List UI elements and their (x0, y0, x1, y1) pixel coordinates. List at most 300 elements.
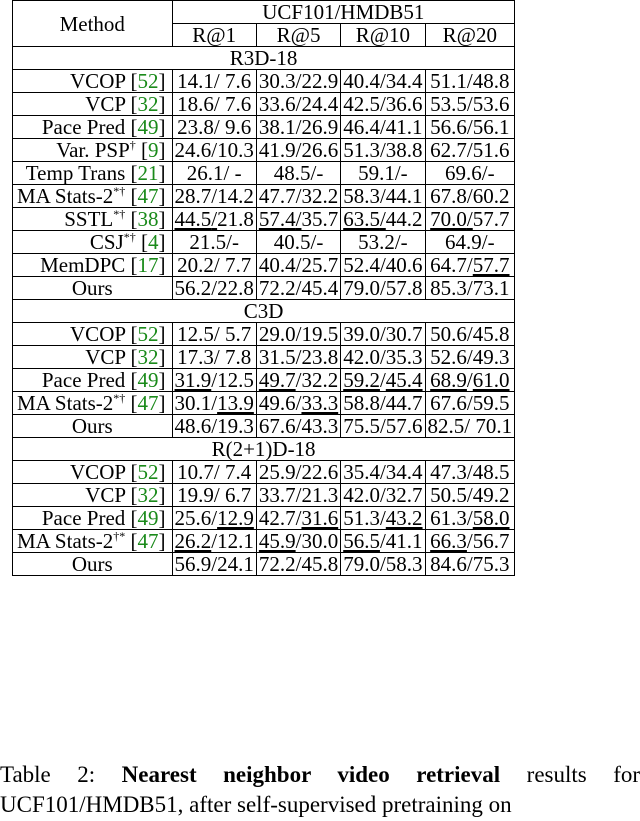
ref-link: 47 (137, 391, 159, 415)
ref-link: 32 (137, 345, 159, 369)
table-cell (341, 461, 425, 484)
metric-header: R@5 (256, 24, 340, 47)
table-cell (425, 323, 515, 346)
cell-part: 50.5/49.2 (430, 483, 510, 507)
method-label: Pace Pred (41, 368, 126, 392)
cell-part: 18.6/ 7.6 (177, 92, 252, 116)
cell-part: 33.3 (301, 391, 339, 415)
metric-header: R@20 (425, 24, 515, 47)
ours-label: Ours (13, 277, 173, 300)
cell-part: 29.0/19.5 (258, 322, 339, 346)
cell-part: 62.7/51.6 (430, 138, 510, 162)
table-cell (172, 70, 256, 93)
method-label: SSTL (64, 207, 114, 231)
caption-bold: Nearest neighbor video retrieval (121, 762, 501, 787)
cell-part: 45.4 (385, 368, 423, 392)
cell-part: 19.9/ 6.7 (177, 483, 252, 507)
cell-part: 44.2 (385, 207, 423, 231)
method-name (13, 507, 173, 530)
table-cell (172, 461, 256, 484)
ref-bracket: ] (158, 207, 166, 231)
method-label: VCP (85, 92, 126, 116)
method-name (13, 323, 173, 346)
ref-bracket: [ (125, 391, 138, 415)
table-cell (256, 507, 340, 530)
ref-bracket: [ (125, 322, 138, 346)
ref-bracket: [ (125, 253, 138, 277)
table-cell (172, 231, 256, 254)
method-sup: *† (113, 207, 126, 221)
ours-cell: 79.0/57.8 (341, 277, 425, 300)
ref-bracket: ] (158, 322, 166, 346)
table-cell (256, 369, 340, 392)
table-cell (256, 461, 340, 484)
table-cell (256, 93, 340, 116)
table-cell (341, 231, 425, 254)
ref-link: 32 (137, 483, 159, 507)
ref-bracket: [ (125, 529, 138, 553)
table-row (13, 484, 515, 507)
cell-part: 51.3/38.8 (343, 138, 423, 162)
ref-bracket: ] (158, 506, 166, 530)
method-label: Var. PSP (56, 138, 130, 162)
section-title: R3D-18 (13, 47, 515, 70)
table-cell (256, 530, 340, 553)
section-row (13, 438, 515, 461)
cell-part: 49.7 (258, 368, 296, 392)
method-name (13, 185, 173, 208)
ref-bracket: ] (158, 184, 166, 208)
ref-bracket: ] (158, 460, 166, 484)
ours-row (13, 415, 515, 438)
cell-part: 13.9 (217, 391, 254, 415)
table-cell (341, 392, 425, 415)
cell-part: 58.8/44.7 (343, 391, 423, 415)
cell-part: 69.6/- (445, 161, 495, 185)
ref-bracket: ] (158, 115, 166, 139)
method-name (13, 70, 173, 93)
ref-link: 17 (137, 253, 159, 277)
cell-part: 33.7/21.3 (258, 483, 339, 507)
cell-part: 26.2 (174, 529, 212, 553)
cell-part: 57.4 (258, 207, 296, 231)
ours-cell: 75.5/57.6 (341, 415, 425, 438)
ref-bracket: ] (158, 345, 166, 369)
method-name (13, 461, 173, 484)
ref-link: 52 (137, 322, 159, 346)
cell-part: /12.5 (211, 368, 254, 392)
ref-bracket: [ (135, 230, 149, 254)
table-cell (425, 507, 515, 530)
caption-rest: results for UCF101/HMDB51, after self-supervised pretraining on (0, 762, 640, 817)
ref-bracket: ] (158, 483, 166, 507)
cell-part: /12.1 (211, 529, 254, 553)
ours-label: Ours (13, 553, 173, 576)
table-row (13, 231, 515, 254)
ref-bracket: [ (125, 161, 138, 185)
table-cell (172, 139, 256, 162)
table-cell (172, 162, 256, 185)
ref-link: 47 (137, 529, 159, 553)
cell-part: 45.9 (258, 529, 296, 553)
metric-header: R@10 (341, 24, 425, 47)
table-cell (425, 70, 515, 93)
ref-link: 47 (137, 184, 159, 208)
table-cell (425, 208, 515, 231)
cell-part: 17.3/ 7.8 (177, 345, 252, 369)
table-cell (172, 392, 256, 415)
method-header: Method (13, 1, 173, 47)
method-label: MA Stats-2 (17, 184, 114, 208)
cell-part: 31.9 (174, 368, 212, 392)
table-cell (425, 231, 515, 254)
table-cell (425, 484, 515, 507)
cell-part: 40.5/- (273, 230, 324, 254)
cell-part: 49.6/ (258, 391, 302, 415)
ref-bracket: ] (158, 253, 166, 277)
ours-cell: 56.2/22.8 (172, 277, 256, 300)
cell-part: 67.8/60.2 (430, 184, 510, 208)
ref-bracket: [ (125, 207, 138, 231)
cell-part: 46.4/41.1 (343, 115, 423, 139)
cell-part: 52.6/49.3 (430, 345, 510, 369)
table-cell (341, 254, 425, 277)
method-sup: *† (113, 391, 126, 405)
cell-part: 24.6/10.3 (174, 138, 254, 162)
method-name (13, 116, 173, 139)
cell-part: 58.3/44.1 (343, 184, 423, 208)
table-cell (425, 185, 515, 208)
cell-part: 10.7/ 7.4 (177, 460, 252, 484)
ours-cell: 72.2/45.4 (256, 277, 340, 300)
table-cell (172, 507, 256, 530)
method-label: VCOP (70, 460, 126, 484)
caption-prefix: Table 2: (0, 762, 96, 787)
cell-part: 30.1/ (174, 391, 218, 415)
table-cell (172, 93, 256, 116)
table-row (13, 116, 515, 139)
table-cell (172, 369, 256, 392)
table-cell (256, 116, 340, 139)
ref-link: 49 (137, 115, 159, 139)
ref-bracket: ] (158, 161, 166, 185)
cell-part: 43.2 (385, 506, 423, 530)
cell-part: 25.6/ (174, 506, 218, 530)
ref-bracket: ] (158, 69, 166, 93)
table-cell (256, 185, 340, 208)
cell-part: 20.2/ 7.7 (177, 253, 252, 277)
cell-part: 23.8/ 9.6 (177, 115, 252, 139)
cell-part: 28.7/14.2 (174, 184, 254, 208)
cell-part: 12.5/ 5.7 (177, 322, 252, 346)
table-row (13, 323, 515, 346)
table-cell (341, 530, 425, 553)
method-label: VCOP (70, 322, 126, 346)
table-cell (425, 461, 515, 484)
cell-part: 47.7/32.2 (258, 184, 339, 208)
cell-part: 59.1/- (358, 161, 408, 185)
cell-part: 59.2 (343, 368, 380, 392)
cell-part: 30.3/22.9 (258, 69, 339, 93)
cell-part: 58.0 (472, 506, 510, 530)
table-cell (172, 530, 256, 553)
method-label: Pace Pred (41, 115, 126, 139)
table-cell (172, 116, 256, 139)
ref-bracket: [ (125, 115, 138, 139)
cell-part: 26.1/ - (186, 161, 242, 185)
cell-part: 33.6/24.4 (258, 92, 339, 116)
table-cell (425, 346, 515, 369)
ref-bracket: ] (158, 529, 166, 553)
table-cell (172, 185, 256, 208)
ref-bracket: [ (135, 138, 149, 162)
ref-bracket: [ (125, 368, 138, 392)
ours-cell: 48.6/19.3 (172, 415, 256, 438)
ref-bracket: ] (158, 391, 166, 415)
table-cell (341, 346, 425, 369)
method-label: VCP (85, 483, 126, 507)
cell-part: 57.7 (472, 253, 510, 277)
ours-label: Ours (13, 415, 173, 438)
cell-part: /41.1 (379, 529, 423, 553)
table-cell (341, 116, 425, 139)
table-cell (256, 323, 340, 346)
ref-bracket: [ (125, 483, 138, 507)
table-cell (172, 254, 256, 277)
table-row (13, 93, 515, 116)
cell-part: 48.5/- (273, 161, 324, 185)
table-cell (341, 484, 425, 507)
table-row (13, 185, 515, 208)
table-cell (256, 139, 340, 162)
table-cell (172, 323, 256, 346)
ours-cell: 67.6/43.3 (256, 415, 340, 438)
ref-link: 4 (148, 230, 159, 254)
section-row (13, 300, 515, 323)
cell-part: / (379, 368, 386, 392)
cell-part: 61.3/ (430, 506, 473, 530)
ours-cell: 82.5/ 70.1 (425, 415, 515, 438)
table-cell (256, 208, 340, 231)
method-label: CSJ (89, 230, 124, 254)
table-cell (256, 346, 340, 369)
table-row (13, 530, 515, 553)
table-cell (341, 162, 425, 185)
cell-part: / (466, 207, 473, 231)
table-cell (341, 208, 425, 231)
cell-part: 21.8 (217, 207, 254, 231)
cell-part: 56.5 (343, 529, 380, 553)
method-label: MA Stats-2 (17, 529, 114, 553)
cell-part: 25.9/22.6 (258, 460, 339, 484)
cell-part: 35.7 (301, 207, 339, 231)
cell-part: 42.5/36.6 (343, 92, 423, 116)
table-row (13, 70, 515, 93)
table-cell (425, 162, 515, 185)
ref-link: 9 (148, 138, 159, 162)
method-sup: *† (123, 230, 136, 244)
table-row (13, 208, 515, 231)
table-cell (425, 93, 515, 116)
results-table (12, 0, 515, 576)
ref-link: 49 (137, 368, 159, 392)
cell-part: 51.3/ (343, 506, 386, 530)
ours-cell: 84.6/75.3 (425, 553, 515, 576)
table-row (13, 369, 515, 392)
method-label: MA Stats-2 (17, 391, 114, 415)
cell-part: / (379, 207, 386, 231)
ref-bracket: [ (125, 69, 138, 93)
cell-part: /32.2 (295, 368, 339, 392)
method-name (13, 162, 173, 185)
cell-part: 61.0 (472, 368, 510, 392)
cell-part: 31.5/23.8 (258, 345, 339, 369)
cell-part: 42.0/32.7 (343, 483, 423, 507)
cell-part: / (211, 207, 218, 231)
table-row (13, 254, 515, 277)
table-row (13, 346, 515, 369)
ref-bracket: ] (158, 138, 166, 162)
cell-part: 12.9 (217, 506, 254, 530)
ours-cell: 56.9/24.1 (172, 553, 256, 576)
table-cell (256, 231, 340, 254)
metric-header: R@1 (172, 24, 256, 47)
table-cell (341, 70, 425, 93)
ref-link: 49 (137, 506, 159, 530)
ours-cell: 85.3/73.1 (425, 277, 515, 300)
table-row (13, 392, 515, 415)
table-cell (172, 484, 256, 507)
ours-row (13, 277, 515, 300)
header-row (13, 1, 515, 24)
dataset-header: UCF101/HMDB51 (172, 1, 515, 24)
cell-part: 67.6/59.5 (430, 391, 510, 415)
table-cell (425, 254, 515, 277)
ref-link: 38 (137, 207, 159, 231)
table-cell (425, 369, 515, 392)
method-name (13, 254, 173, 277)
table-caption (0, 760, 640, 820)
cell-part: 53.5/53.6 (430, 92, 510, 116)
cell-part: 51.1/48.8 (430, 69, 510, 93)
method-name (13, 369, 173, 392)
cell-part: / (295, 207, 302, 231)
ours-row (13, 553, 515, 576)
method-sup: *† (113, 184, 126, 198)
table-cell (341, 93, 425, 116)
cell-part: 53.2/- (358, 230, 408, 254)
table-row (13, 507, 515, 530)
table-cell (256, 254, 340, 277)
ref-bracket: [ (125, 92, 138, 116)
cell-part: 64.7/ (430, 253, 473, 277)
cell-part: 63.5 (343, 207, 380, 231)
cell-part: 52.4/40.6 (343, 253, 423, 277)
method-sup: †* (113, 529, 126, 543)
cell-part: 42.7/ (258, 506, 302, 530)
table-cell (425, 139, 515, 162)
method-name (13, 392, 173, 415)
method-name (13, 346, 173, 369)
ref-bracket: ] (158, 368, 166, 392)
method-label: MemDPC (40, 253, 126, 277)
ref-link: 52 (137, 460, 159, 484)
cell-part: 39.0/30.7 (343, 322, 423, 346)
table-cell (341, 323, 425, 346)
cell-part: 68.9 (430, 368, 467, 392)
table-cell (425, 530, 515, 553)
table-cell (425, 116, 515, 139)
method-name (13, 484, 173, 507)
ref-bracket: [ (125, 184, 138, 208)
cell-part: 42.0/35.3 (343, 345, 423, 369)
cell-part: /56.7 (466, 529, 510, 553)
section-title: C3D (13, 300, 515, 323)
ref-link: 52 (137, 69, 159, 93)
method-name (13, 530, 173, 553)
table-cell (341, 369, 425, 392)
cell-part: 14.1/ 7.6 (177, 69, 252, 93)
cell-part: 35.4/34.4 (343, 460, 423, 484)
method-name (13, 231, 173, 254)
ref-bracket: [ (125, 506, 138, 530)
cell-part: 40.4/34.4 (343, 69, 423, 93)
cell-part: 40.4/25.7 (258, 253, 339, 277)
section-title: R(2+1)D-18 (13, 438, 515, 461)
method-label: Temp Trans (25, 161, 126, 185)
table-cell (172, 346, 256, 369)
table-cell (172, 208, 256, 231)
section-row (13, 47, 515, 70)
ref-link: 21 (137, 161, 159, 185)
cell-part: 64.9/- (445, 230, 495, 254)
ref-bracket: [ (125, 460, 138, 484)
table-row (13, 139, 515, 162)
method-name (13, 93, 173, 116)
method-label: VCOP (70, 69, 126, 93)
method-name (13, 208, 173, 231)
cell-part: /30.0 (295, 529, 339, 553)
cell-part: 41.9/26.6 (258, 138, 339, 162)
cell-part: 31.6 (301, 506, 339, 530)
ref-link: 32 (137, 92, 159, 116)
cell-part: 56.6/56.1 (430, 115, 510, 139)
table-cell (425, 392, 515, 415)
method-sup: † (129, 138, 136, 152)
table-cell (341, 139, 425, 162)
cell-part: 70.0 (430, 207, 467, 231)
cell-part: 47.3/48.5 (430, 460, 510, 484)
table-row (13, 461, 515, 484)
ref-bracket: [ (125, 345, 138, 369)
table-cell (256, 484, 340, 507)
cell-part: 38.1/26.9 (258, 115, 339, 139)
ref-bracket: ] (158, 92, 166, 116)
cell-part: 57.7 (472, 207, 510, 231)
cell-part: / (466, 368, 473, 392)
ref-bracket: ] (158, 230, 166, 254)
method-label: Pace Pred (41, 506, 126, 530)
table-cell (256, 392, 340, 415)
cell-part: 50.6/45.8 (430, 322, 510, 346)
cell-part: 66.3 (430, 529, 467, 553)
cell-part: 21.5/- (189, 230, 239, 254)
table-row (13, 162, 515, 185)
table-cell (341, 185, 425, 208)
ours-cell: 79.0/58.3 (341, 553, 425, 576)
method-label: VCP (85, 345, 126, 369)
cell-part: 44.5 (174, 207, 212, 231)
